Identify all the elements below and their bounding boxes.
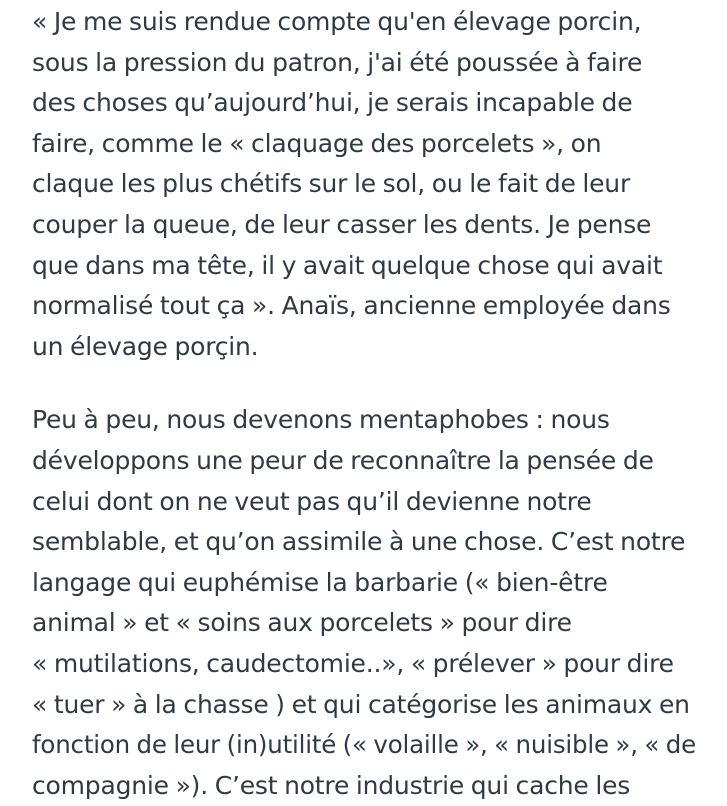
text-line: Peu à peu, nous devenons mentaphobes : nous xyxy=(32,405,610,435)
text-line: compagnie »). C’est notre industrie qui cache les xyxy=(32,770,631,800)
text-line: que dans ma tête, il y avait quelque chose qui avait xyxy=(32,250,663,280)
text-line: faire, comme le « claquage des porcelets », on xyxy=(32,128,602,158)
text-line: « mutilations, caudectomie..», « prélever » pour dire xyxy=(32,648,674,678)
text-line: un élevage porçin. xyxy=(32,331,259,361)
text-line: animal » et « soins aux porcelets » pour dire xyxy=(32,608,572,638)
text-line: « tuer » à la chasse ) et qui catégorise les animaux en xyxy=(32,689,690,719)
text-line: des choses qu’aujourd’hui, je serais incapable de xyxy=(32,88,633,118)
text-line: couper la queue, de leur casser les dents. Je pense xyxy=(32,209,652,239)
text-line: normalisé tout ça ». Anaïs, ancienne employée dans xyxy=(32,291,671,321)
text-line: fonction de leur (in)utilité (« volaille », « nuisible », « de xyxy=(32,730,696,760)
text-line: langage qui euphémise la barbarie (« bien-être xyxy=(32,567,608,597)
text-line: développons une peur de reconnaître la pensée de xyxy=(32,445,654,475)
text-line: celui dont on ne veut pas qu’il devienne notre xyxy=(32,486,592,516)
article-body xyxy=(32,2,702,806)
quote-paragraph xyxy=(32,2,702,367)
text-line: semblable, et qu’on assimile à une chose. C’est notre xyxy=(32,527,686,557)
text-line: claque les plus chétifs sur le sol, ou le fait de leur xyxy=(32,169,631,199)
text-line: « Je me suis rendue compte qu'en élevage porcin, xyxy=(32,7,642,36)
paragraph-spacer xyxy=(32,367,702,400)
body-paragraph xyxy=(32,400,702,806)
text-line: sous la pression du patron, j'ai été poussée à faire xyxy=(32,47,643,77)
